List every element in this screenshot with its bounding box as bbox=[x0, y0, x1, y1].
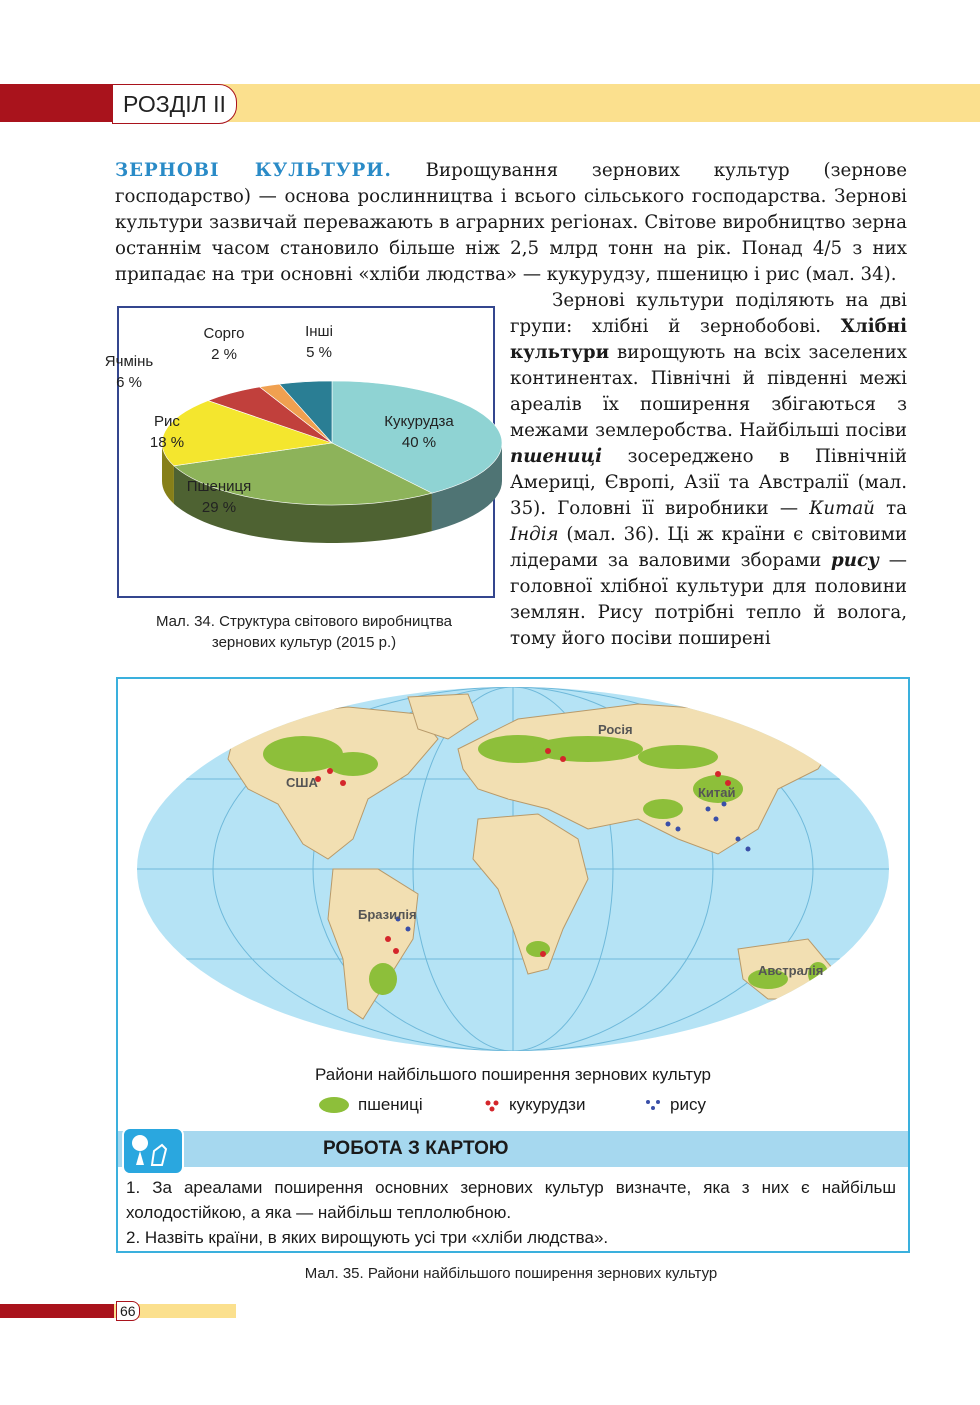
task-list bbox=[126, 1175, 896, 1250]
text-run: Зернові культури поділяють на дві групи: хлібні й зернобобові. bbox=[510, 290, 907, 337]
pie-chart-frame bbox=[104, 306, 495, 598]
figure-34-caption bbox=[115, 611, 493, 653]
map-legend-title: Райони найбільшого поширення зернових культур bbox=[315, 1065, 711, 1084]
world-map-frame bbox=[116, 677, 910, 1253]
term-china: Китай bbox=[809, 498, 875, 519]
map-work-bar bbox=[118, 1131, 908, 1167]
term-wheat: пшениці bbox=[510, 446, 603, 467]
paragraph-grain-crops bbox=[115, 158, 907, 288]
bold-term: Хлібні культури bbox=[510, 316, 907, 363]
label-australia: Австралія bbox=[758, 963, 824, 978]
pie-label: Інші bbox=[305, 323, 333, 340]
caption-line: зернових культур (2015 р.) bbox=[211, 634, 397, 651]
pie-chart bbox=[104, 308, 493, 596]
paragraph-text: Вирощування зернових культур (зернове господарство) — основа рослинництва і всього сільського господарства. Зернові культури зазвичай переважають в аграрних регіонах. Світове виробництво зерна останнім часом становило більше ніж 2,5 млрд тонн на рік. Понад 4/5 з них припадає на три основні «хліби людства» — кукурудзу, пшеницю і рис (мал. 34). bbox=[115, 160, 907, 285]
pie-value-label: 2 % bbox=[211, 346, 237, 363]
pie-label: Ячмінь bbox=[104, 353, 154, 370]
label-usa: США bbox=[286, 775, 318, 790]
pie-value-label: 18 % bbox=[149, 434, 185, 451]
caption-line: Мал. 34. Структура світового виробництва bbox=[156, 613, 452, 630]
pie-value-label: 40 % bbox=[401, 434, 437, 451]
legend-rice bbox=[644, 1095, 706, 1115]
text-run: (мал. 36). Ці ж країни є світовими лідерами за валовими зборами bbox=[510, 524, 907, 571]
text-run: та bbox=[874, 498, 908, 519]
text-run: зосереджено в Північній Америці, Європі, Азії та Австралії (мал. 35). Головні її виробники — bbox=[510, 446, 907, 519]
pie-label: Рис bbox=[154, 413, 180, 430]
pie-label: Кукурудза bbox=[384, 413, 454, 430]
section-title: РОЗДІЛ ІІ bbox=[112, 84, 237, 124]
term-rice: рису bbox=[831, 550, 879, 571]
pie-label: Сорго bbox=[203, 325, 245, 342]
page-number: 66 bbox=[116, 1301, 140, 1321]
pie-label: Пшениця bbox=[186, 478, 252, 495]
task-item: 1. За ареалами поширення основних зернових культур визначте, яка з них є найбільш холодостійкою, а яка — найбільш теплолюбною. bbox=[126, 1178, 896, 1222]
pie-value-label: 29 % bbox=[201, 499, 237, 516]
label-russia: Росія bbox=[598, 722, 633, 737]
figure-35-caption: Мал. 35. Райони найбільшого поширення зернових культур bbox=[304, 1265, 718, 1282]
paragraph-grain-groups bbox=[510, 288, 907, 652]
legend-wheat bbox=[318, 1095, 423, 1115]
legend-rice-label: рису bbox=[670, 1095, 706, 1114]
wheat-swatch-icon bbox=[318, 1096, 350, 1114]
text-run: вирощують на всіх заселених континентах. Північні й південні межі ареалів їх поширення збігаються з межами землеробства. Найбільші посіви bbox=[510, 342, 907, 441]
world-map bbox=[118, 679, 908, 1059]
label-china: Китай bbox=[698, 785, 736, 800]
term-india: Індія bbox=[510, 524, 559, 545]
label-brazil: Бразилія bbox=[358, 907, 417, 922]
rice-marker-icon bbox=[644, 1096, 662, 1114]
pie-value-label: 6 % bbox=[116, 374, 142, 391]
pie-value-label: 5 % bbox=[306, 344, 332, 361]
work-title: РОБОТА З КАРТОЮ bbox=[323, 1138, 509, 1159]
section-heading: ЗЕРНОВІ КУЛЬТУРИ. bbox=[115, 160, 392, 181]
text-run: — головної хлібної культури для половини землян. Рису потрібні тепло й волога, тому його посіви поширені bbox=[510, 550, 907, 649]
legend-wheat-label: пшениці bbox=[358, 1095, 423, 1114]
task-item: 2. Назвіть країни, в яких вирощують усі три «хліби людства». bbox=[126, 1228, 609, 1247]
corn-marker-icon bbox=[483, 1096, 501, 1114]
legend-corn-label: кукурудзи bbox=[509, 1095, 586, 1114]
pointer-hand-icon bbox=[122, 1127, 184, 1175]
legend-corn bbox=[483, 1095, 585, 1115]
